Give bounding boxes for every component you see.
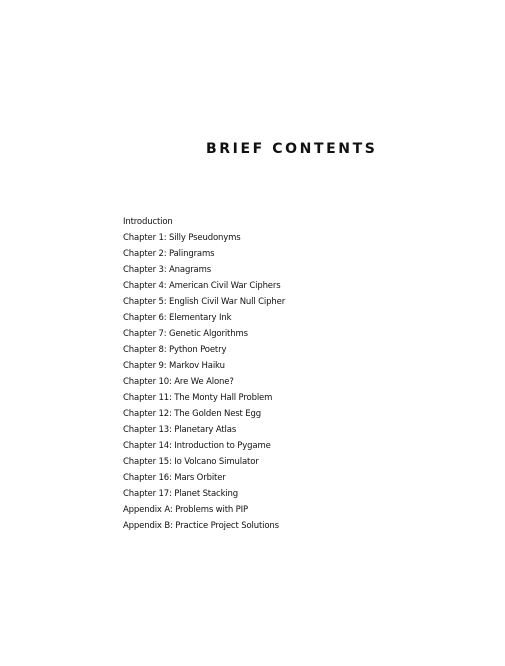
- contents-list: [123, 214, 285, 534]
- page-title: BRIEF CONTENTS: [206, 141, 378, 157]
- contents-entry: Appendix B: Practice Project Solutions: [123, 521, 279, 531]
- contents-entry: Chapter 17: Planet Stacking: [123, 489, 239, 499]
- contents-entry: Chapter 10: Are We Alone?: [123, 377, 234, 387]
- contents-entry: Chapter 8: Python Poetry: [123, 345, 227, 355]
- contents-entry: Chapter 12: The Golden Nest Egg: [123, 409, 262, 419]
- contents-entry: Chapter 5: English Civil War Null Cipher: [123, 297, 286, 307]
- contents-entry: Chapter 7: Genetic Algorithms: [123, 329, 248, 339]
- contents-entry: Chapter 6: Elementary Ink: [123, 313, 232, 323]
- contents-entry: Chapter 14: Introduction to Pygame: [123, 441, 271, 451]
- contents-entry: Chapter 15: Io Volcano Simulator: [123, 457, 259, 467]
- contents-entry: Chapter 13: Planetary Atlas: [123, 425, 237, 435]
- contents-entry: Chapter 16: Mars Orbiter: [123, 473, 226, 483]
- contents-entry: Chapter 9: Markov Haiku: [123, 361, 225, 371]
- contents-entry: Chapter 1: Silly Pseudonyms: [123, 233, 241, 243]
- contents-entry: Appendix A: Problems with PIP: [123, 505, 248, 515]
- contents-entry: Chapter 4: American Civil War Ciphers: [123, 281, 281, 291]
- contents-entry: Chapter 2: Palingrams: [123, 249, 215, 259]
- contents-entry: Introduction: [123, 217, 173, 227]
- contents-entry: Chapter 11: The Monty Hall Problem: [123, 393, 273, 403]
- contents-entry: Chapter 3: Anagrams: [123, 265, 212, 275]
